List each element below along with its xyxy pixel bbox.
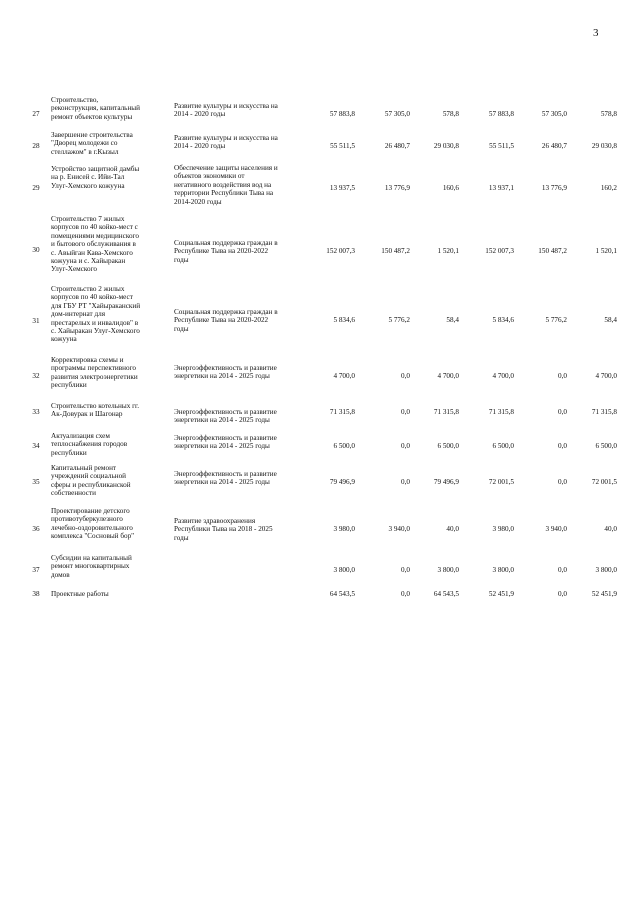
object-name: Строительство, реконструкция, капитальный ремонт объектов культуры <box>51 96 140 121</box>
amount-cell: 1 520,1 <box>437 247 459 255</box>
amount-cell: 64 543,5 <box>329 590 355 598</box>
amount-cell: 0,0 <box>558 478 567 486</box>
amount-cell: 79 496,9 <box>329 478 355 486</box>
amount-cell: 3 940,0 <box>388 525 410 533</box>
row-number: 32 <box>32 372 40 380</box>
program-name: Энергоэффективность и развитие энергетики на 2014 - 2025 годы <box>174 470 277 487</box>
amount-cell: 71 315,8 <box>591 408 617 416</box>
amount-cell: 150 487,2 <box>538 247 567 255</box>
program-name: Энергоэффективность и развитие энергетики на 2014 - 2025 годы <box>174 364 277 381</box>
row-number: 29 <box>32 184 40 192</box>
amount-cell: 4 700,0 <box>437 372 459 380</box>
object-name: Проектирование детского противотуберкулезного лечебно-оздоровительного комплекса "Сосновый бор" <box>51 507 135 541</box>
amount-cell: 5 834,6 <box>492 316 514 324</box>
amount-cell: 71 315,8 <box>433 408 459 416</box>
row-number: 28 <box>32 142 40 150</box>
program-name: Развитие здравоохранения Республики Тыва на 2018 - 2025 годы <box>174 517 273 542</box>
program-name: Энергоэффективность и развитие энергетики на 2014 - 2025 годы <box>174 434 277 451</box>
amount-cell: 72 001,5 <box>488 478 514 486</box>
amount-cell: 57 883,8 <box>329 110 355 118</box>
amount-cell: 3 980,0 <box>492 525 514 533</box>
amount-cell: 160,2 <box>600 184 617 192</box>
amount-cell: 79 496,9 <box>433 478 459 486</box>
row-number: 38 <box>32 590 40 598</box>
amount-cell: 6 500,0 <box>492 442 514 450</box>
object-name: Капитальный ремонт учреждений социальной сферы и республиканской собственности <box>51 464 131 498</box>
page-number: 3 <box>593 27 599 39</box>
amount-cell: 29 030,8 <box>433 142 459 150</box>
amount-cell: 26 480,7 <box>541 142 567 150</box>
amount-cell: 3 800,0 <box>437 566 459 574</box>
amount-cell: 160,6 <box>442 184 459 192</box>
amount-cell: 26 480,7 <box>384 142 410 150</box>
amount-cell: 55 511,5 <box>330 142 355 150</box>
amount-cell: 0,0 <box>558 442 567 450</box>
program-name: Обеспечение защиты населения и объектов экономики от негативного воздействия вод на территории Республики Тыва на 2014-2020 годы <box>174 164 278 206</box>
amount-cell: 4 700,0 <box>492 372 514 380</box>
amount-cell: 40,0 <box>446 525 459 533</box>
amount-cell: 0,0 <box>558 372 567 380</box>
amount-cell: 72 001,5 <box>591 478 617 486</box>
amount-cell: 29 030,8 <box>591 142 617 150</box>
amount-cell: 578,8 <box>600 110 617 118</box>
amount-cell: 40,0 <box>604 525 617 533</box>
amount-cell: 6 500,0 <box>437 442 459 450</box>
object-name: Корректировка схемы и программы перспективного развития электроэнергетики республики <box>51 356 138 390</box>
program-name: Энергоэффективность и развитие энергетики на 2014 - 2025 годы <box>174 408 277 425</box>
object-name: Субсидии на капитальный ремонт многоквартирных домов <box>51 554 132 579</box>
amount-cell: 3 800,0 <box>595 566 617 574</box>
amount-cell: 152 007,3 <box>485 247 514 255</box>
row-number: 33 <box>32 408 40 416</box>
amount-cell: 57 883,8 <box>488 110 514 118</box>
amount-cell: 58,4 <box>604 316 617 324</box>
row-number: 30 <box>32 246 40 254</box>
amount-cell: 578,8 <box>442 110 459 118</box>
amount-cell: 13 937,5 <box>329 184 355 192</box>
amount-cell: 0,0 <box>401 478 410 486</box>
amount-cell: 4 700,0 <box>595 372 617 380</box>
amount-cell: 6 500,0 <box>595 442 617 450</box>
object-name: Строительство котельных гг. Ак-Довурак и Шагонар <box>51 402 139 419</box>
amount-cell: 0,0 <box>401 442 410 450</box>
row-number: 36 <box>32 525 40 533</box>
amount-cell: 3 800,0 <box>333 566 355 574</box>
amount-cell: 71 315,8 <box>329 408 355 416</box>
row-number: 27 <box>32 110 40 118</box>
object-name: Актуализация схем теплоснабжения городов республики <box>51 432 128 457</box>
amount-cell: 0,0 <box>558 566 567 574</box>
amount-cell: 5 776,2 <box>388 316 410 324</box>
amount-cell: 1 520,1 <box>595 247 617 255</box>
amount-cell: 5 834,6 <box>333 316 355 324</box>
amount-cell: 0,0 <box>558 590 567 598</box>
program-name: Развитие культуры и искусства на 2014 - 2020 годы <box>174 134 278 151</box>
amount-cell: 6 500,0 <box>333 442 355 450</box>
amount-cell: 13 937,1 <box>488 184 514 192</box>
amount-cell: 3 980,0 <box>333 525 355 533</box>
row-number: 34 <box>32 442 40 450</box>
amount-cell: 0,0 <box>401 408 410 416</box>
amount-cell: 13 776,9 <box>541 184 567 192</box>
amount-cell: 0,0 <box>401 590 410 598</box>
row-number: 35 <box>32 478 40 486</box>
amount-cell: 58,4 <box>446 316 459 324</box>
amount-cell: 64 543,5 <box>433 590 459 598</box>
amount-cell: 3 800,0 <box>492 566 514 574</box>
amount-cell: 57 305,0 <box>384 110 410 118</box>
amount-cell: 55 511,5 <box>489 142 514 150</box>
amount-cell: 150 487,2 <box>381 247 410 255</box>
amount-cell: 5 776,2 <box>545 316 567 324</box>
object-name: Строительство 2 жилых корпусов по 40 койко-мест для ГБУ РТ "Хайыраканский дом-интернат для престарелых и инвалидов" в с. Хайыракан Улуг-Хемского кожууна <box>51 285 141 344</box>
object-name: Строительство 7 жилых корпусов по 40 койко-мест с помещениями медицинского и бытового обслуживания в с. Авыйган Кава-Хемского кожууна и с. Хайыракан Улуг-Хемского <box>51 215 139 274</box>
amount-cell: 152 007,3 <box>326 247 355 255</box>
program-name: Развитие культуры и искусства на 2014 - 2020 годы <box>174 102 278 119</box>
row-number: 37 <box>32 566 40 574</box>
amount-cell: 3 940,0 <box>545 525 567 533</box>
object-name: Завершение строительства "Дворец молодежи со стеллажом" в г.Кызыл <box>51 131 133 156</box>
amount-cell: 0,0 <box>401 372 410 380</box>
amount-cell: 71 315,8 <box>488 408 514 416</box>
amount-cell: 0,0 <box>401 566 410 574</box>
amount-cell: 4 700,0 <box>333 372 355 380</box>
amount-cell: 0,0 <box>558 408 567 416</box>
object-name: Устройство защитной дамбы на р. Енисей с. Ийи-Тал Улуг-Хемского кожууна <box>51 165 140 190</box>
object-name: Проектные работы <box>51 590 109 598</box>
amount-cell: 13 776,9 <box>384 184 410 192</box>
amount-cell: 52 451,9 <box>488 590 514 598</box>
program-name: Социальная поддержка граждан в Республике Тыва на 2020-2022 годы <box>174 239 278 264</box>
row-number: 31 <box>32 317 40 325</box>
amount-cell: 52 451,9 <box>591 590 617 598</box>
program-name: Социальная поддержка граждан в Республике Тыва на 2020-2022 годы <box>174 308 278 333</box>
amount-cell: 57 305,0 <box>541 110 567 118</box>
